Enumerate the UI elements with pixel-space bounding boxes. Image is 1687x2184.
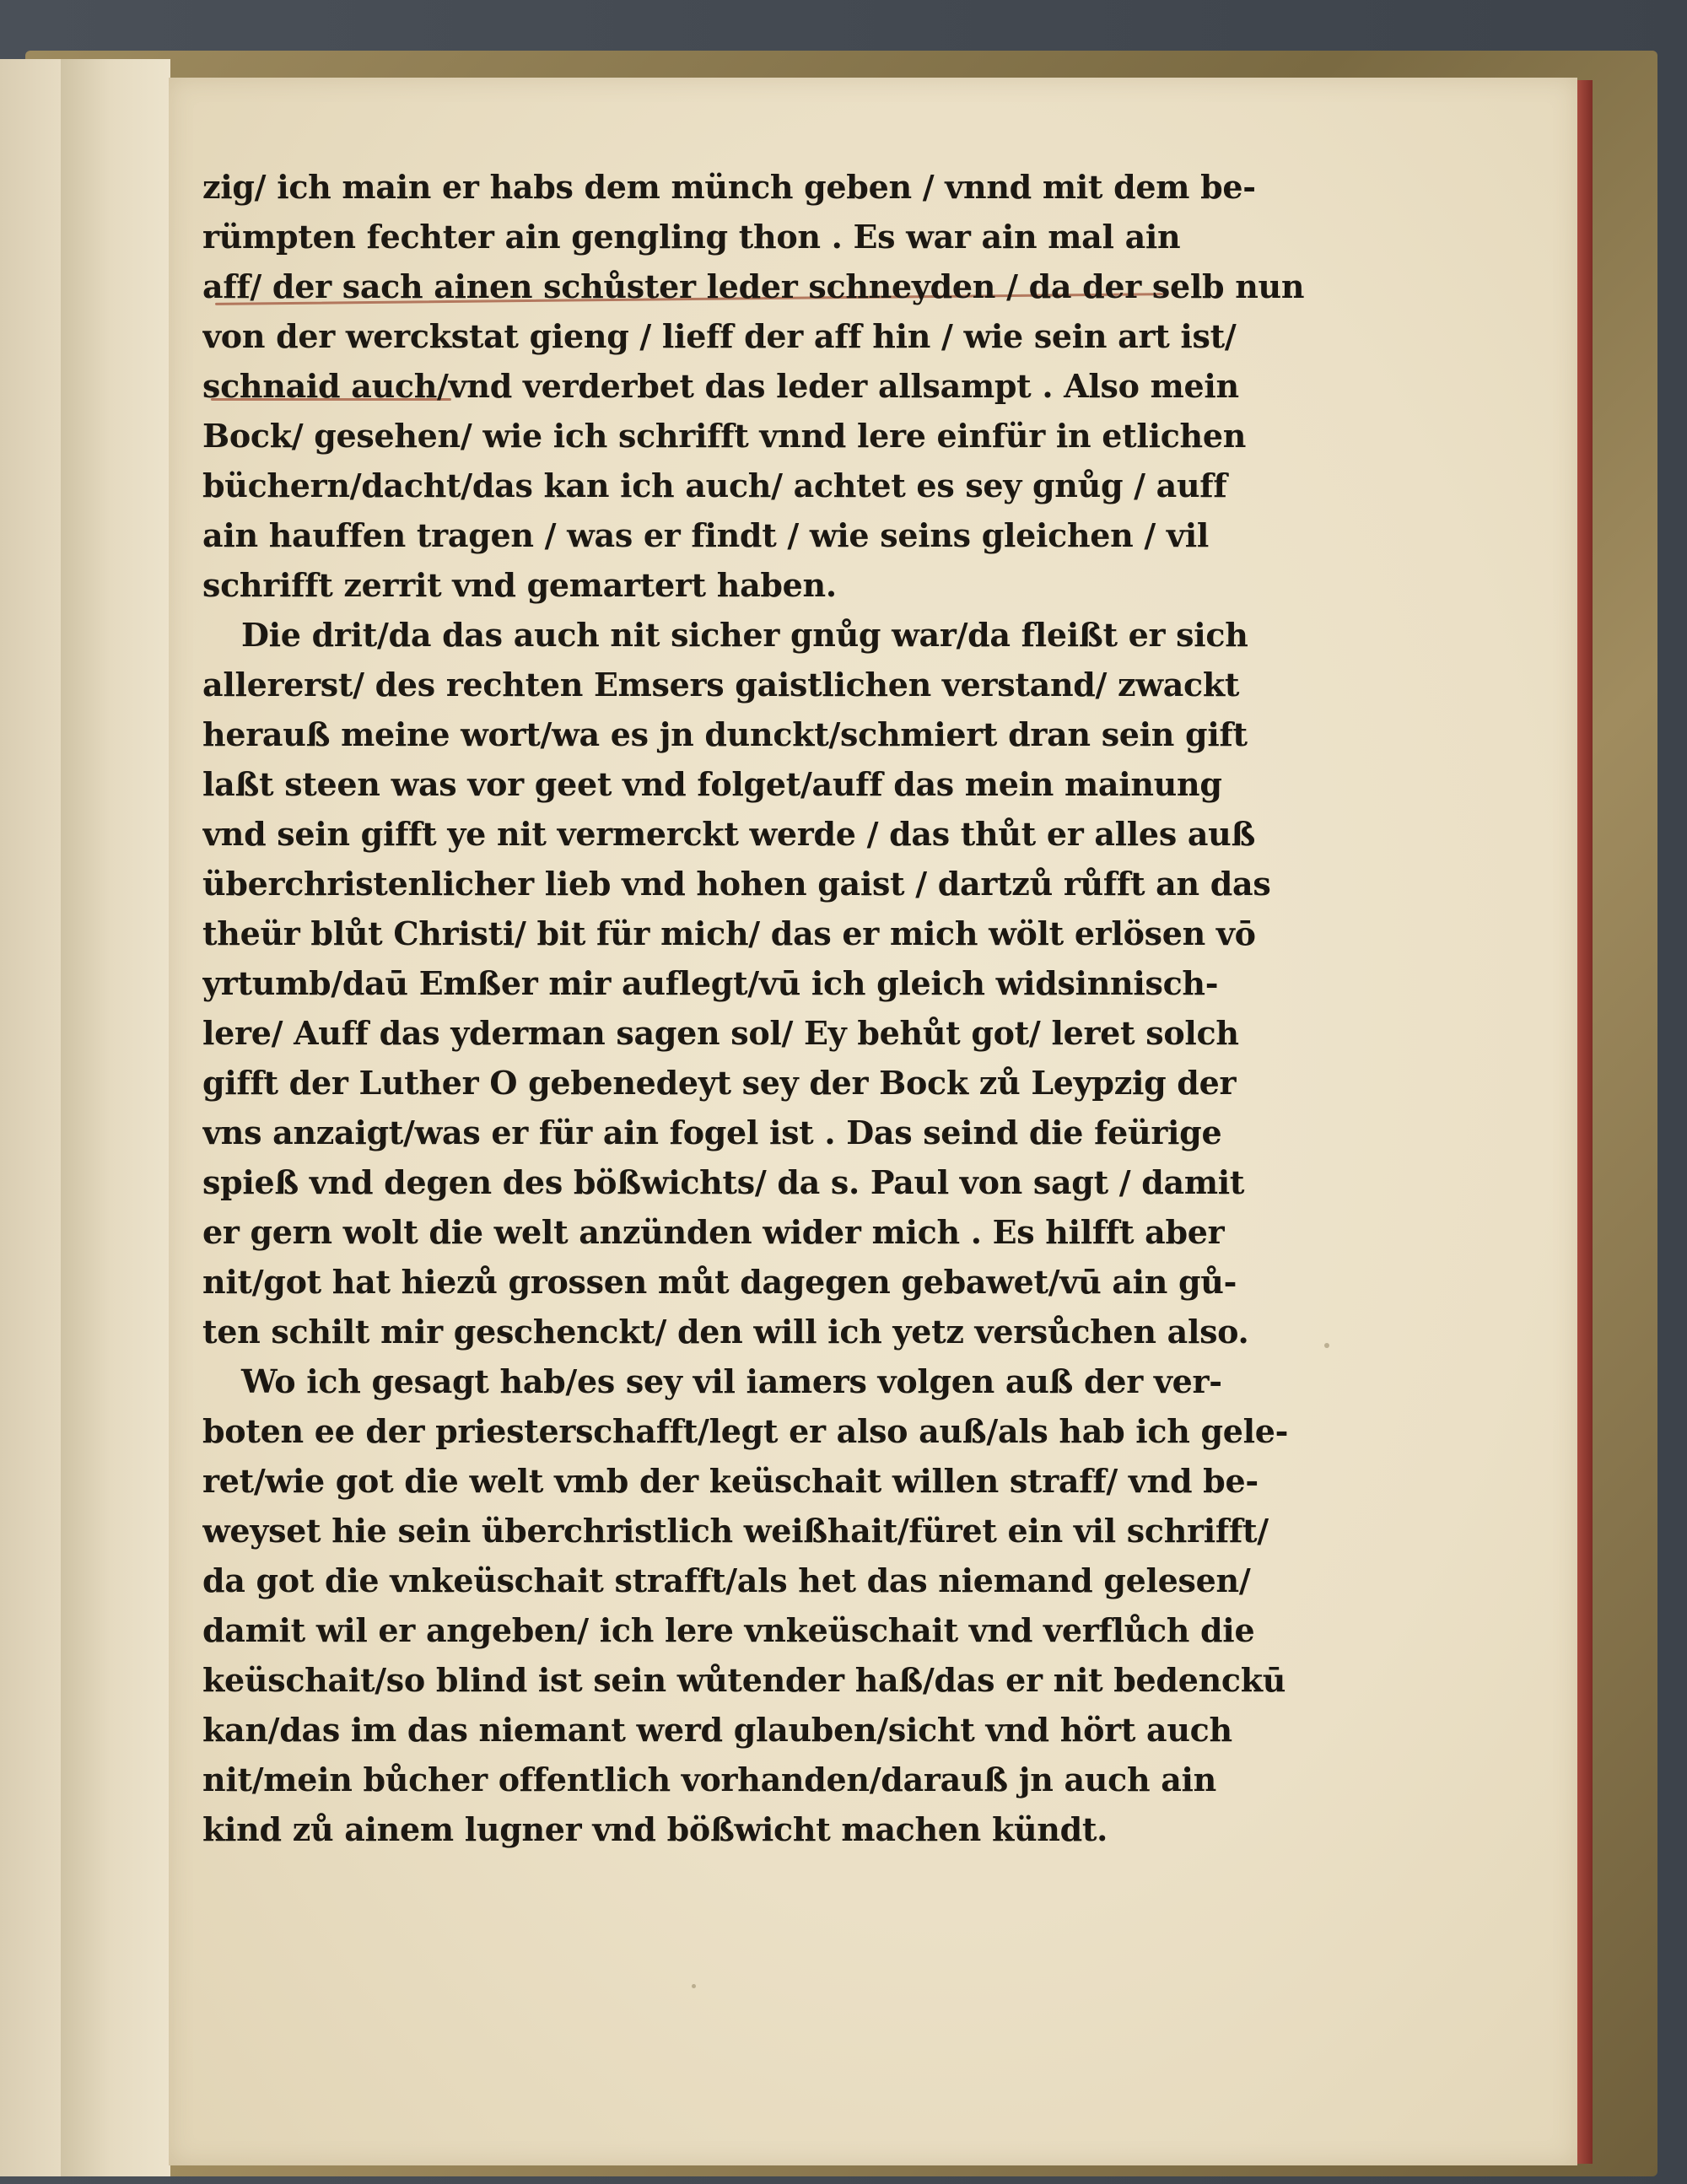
text-line: schrifft zerrit vnd gemartert haben. <box>202 566 837 604</box>
text-line: Wo ich gesagt hab/es sey vil iamers volgen auß der ver- <box>241 1362 1222 1400</box>
verso-page-edge <box>0 59 62 2176</box>
text-line: ret/wie got die welt vmb der keüschait willen straff/ vnd be- <box>202 1462 1259 1500</box>
text-line: Bock/ gesehen/ wie ich schrifft vnnd lere einfür in etlichen <box>202 417 1247 455</box>
text-line: ain hauffen tragen / was er findt / wie seins gleichen / vil <box>202 516 1209 554</box>
text-line: ten schilt mir geschenckt/ den will ich yetz versůchen also. <box>202 1313 1249 1351</box>
text-line: von der werckstat gieng / lieff der aff hin / wie sein art ist/ <box>202 317 1237 355</box>
text-line: allererst/ des rechten Emsers gaistlichen verstand/ zwackt <box>202 666 1240 704</box>
text-line: lere/ Auff das yderman sagen sol/ Ey behůt got/ leret solch <box>202 1014 1239 1052</box>
text-line: damit wil er angeben/ ich lere vnkeüschait vnd verflůch die <box>202 1611 1255 1649</box>
text-line: überchristenlicher lieb vnd hohen gaist / dartzů růfft an das <box>202 865 1271 903</box>
text-line: aff/ der sach ainen schůster leder schneyden / da der selb nun <box>202 267 1305 305</box>
text-line: spieß vnd degen des bößwichts/ da s. Paul von sagt / damit <box>202 1163 1245 1201</box>
text-line: rümpten fechter ain gengling thon . Es war ain mal ain <box>202 218 1181 256</box>
text-line: nit/mein bůcher offentlich vorhanden/darauß jn auch ain <box>202 1761 1217 1798</box>
text-line: keüschait/so blind ist sein wůtender haß/das er nit bedenckū <box>202 1661 1286 1699</box>
page-text <box>202 162 1366 1854</box>
text-line: herauß meine wort/wa es jn dunckt/schmiert dran sein gift <box>202 715 1248 753</box>
text-line: theür blůt Christi/ bit für mich/ das er mich wölt erlösen vō <box>202 914 1256 952</box>
text-line: vns anzaigt/was er für ain fogel ist . Das seind die feürige <box>202 1114 1222 1151</box>
text-line: da got die vnkeüschait strafft/als het das niemand gelesen/ <box>202 1561 1251 1599</box>
cover-edge <box>1577 80 1593 2164</box>
text-line: zig/ ich main er habs dem münch geben / vnnd mit dem be- <box>202 168 1256 206</box>
text-line: nit/got hat hiezů grossen můt dagegen gebawet/vū ain gů- <box>202 1263 1237 1301</box>
paper-speck <box>692 1984 696 1988</box>
text-line: laßt steen was vor geet vnd folget/auff das mein mainung <box>202 765 1222 803</box>
text-line: schnaid auch/vnd verderbet das leder allsampt . Also mein <box>202 367 1239 405</box>
text-line: vnd sein gifft ye nit vermerckt werde / das thůt er alles auß <box>202 815 1256 853</box>
page-gutter <box>61 59 170 2176</box>
text-line: büchern/dacht/das kan ich auch/ achtet es sey gnůg / auff <box>202 466 1227 504</box>
text-line: weyset hie sein überchristlich weißhait/füret ein vil schrifft/ <box>202 1512 1269 1550</box>
text-line: gifft der Luther O gebenedeyt sey der Bock zů Leypzig der <box>202 1064 1237 1102</box>
text-line: yrtumb/daū Emßer mir auflegt/vū ich gleich widsinnisch- <box>202 964 1219 1002</box>
text-line: boten ee der priesterschafft/legt er also auß/als hab ich gele- <box>202 1412 1289 1450</box>
text-line: Die drit/da das auch nit sicher gnůg war/da fleißt er sich <box>241 616 1248 654</box>
text-line: er gern wolt die welt anzünden wider mich . Es hilfft aber <box>202 1213 1225 1251</box>
text-line: kan/das im das niemant werd glauben/sicht vnd hört auch <box>202 1711 1232 1749</box>
text-line: kind zů ainem lugner vnd bößwicht machen kündt. <box>202 1810 1108 1848</box>
